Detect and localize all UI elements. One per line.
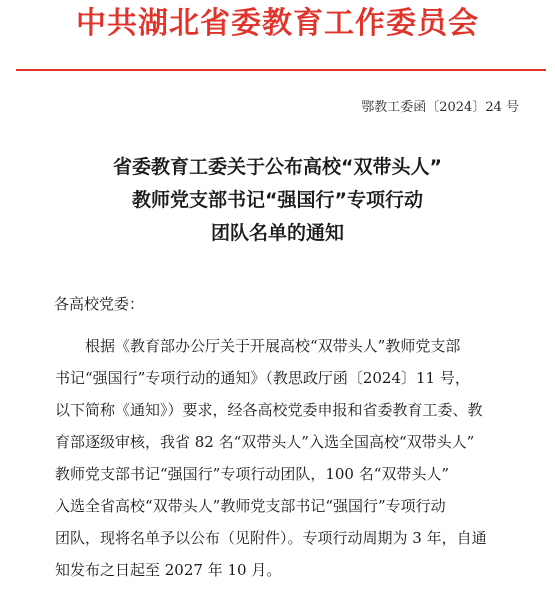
- letterhead-title: 中共湖北省委教育工作委员会: [76, 6, 479, 41]
- body-line: 根据《教育部办公厅关于开展高校“双带头人”教师党支部: [85, 337, 461, 355]
- salutation: 各高校党委：: [54, 295, 145, 313]
- body-paragraph: [55, 330, 525, 586]
- document-title: [0, 151, 555, 250]
- body-line: 团队，现将名单予以公布（见附件）。专项行动周期为 3 年，自通: [55, 529, 487, 547]
- letterhead-red-rule: [16, 69, 546, 71]
- document-title-line: 教师党支部书记“强国行”专项行动: [132, 189, 423, 211]
- body-line: 育部逐级审核，我省 82 名“双带头人”入选全国高校“双带头人”: [55, 433, 475, 451]
- body-line: 教师党支部书记“强国行”专项行动团队，100 名“双带头人”: [55, 465, 450, 483]
- body-line: 知发布之日起至 2027 年 10 月。: [55, 561, 282, 579]
- document-title-line: 省委教育工委关于公布高校“双带头人”: [113, 156, 442, 178]
- body-line: 入选全省高校“双带头人”教师党支部书记“强国行”专项行动: [55, 497, 446, 515]
- document-number: 鄂教工委函〔2024〕24 号: [361, 100, 519, 115]
- body-line: 以下简称《通知》）要求，经各高校党委申报和省委教育工委、教: [55, 401, 483, 419]
- body-line: 书记“强国行”专项行动的通知》（教思政厅函〔2024〕11 号，: [55, 369, 470, 387]
- document-title-line: 团队名单的通知: [210, 222, 344, 244]
